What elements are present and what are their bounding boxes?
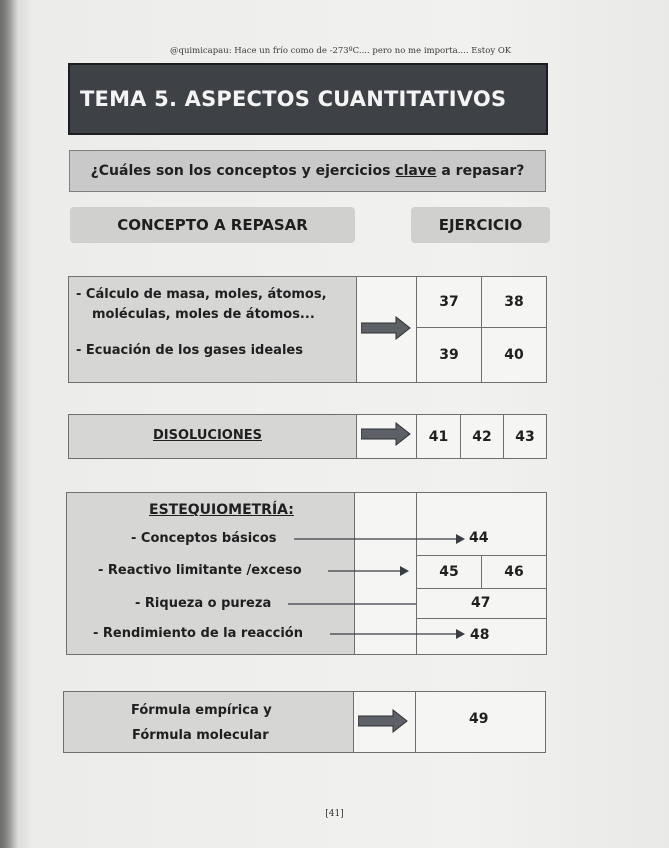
section3-item-purity: - Riqueza o pureza [135, 596, 272, 611]
right-arrow-icon [361, 316, 411, 340]
right-arrow-icon [358, 709, 408, 733]
exercise-48: 48 [470, 627, 490, 643]
question-banner [69, 150, 546, 192]
right-arrow-icon [361, 422, 411, 446]
section1-line1: - Cálculo de masa, moles, átomos, [76, 287, 327, 302]
exercise-43: 43 [503, 414, 547, 459]
section3-item-yield: - Rendimiento de la reacción [93, 626, 303, 641]
topic-title: TEMA 5. ASPECTOS CUANTITATIVOS [80, 87, 507, 111]
section2-label: DISOLUCIONES [153, 428, 262, 443]
exercise-37: 37 [416, 276, 482, 328]
section4-line1: Fórmula empírica y [131, 703, 272, 718]
line-arrow-icon [328, 565, 410, 577]
exercise-49: 49 [469, 711, 489, 727]
line-arrow-icon [330, 628, 466, 640]
question-text-end: a repasar? [436, 163, 525, 179]
exercise-39: 39 [416, 327, 482, 383]
exercise-44: 44 [469, 530, 489, 546]
section4-concept-box [63, 691, 354, 753]
section1-line3: - Ecuación de los gases ideales [76, 343, 303, 358]
question-text-start: ¿Cuáles son los conceptos y ejercicios [90, 163, 396, 179]
page-number: [41] [325, 809, 344, 819]
section3-item-basics: - Conceptos básicos [131, 531, 277, 546]
question-keyword: clave [395, 163, 437, 179]
section3-item-limiting: - Reactivo limitante /exceso [98, 563, 302, 578]
exercise-47: 47 [471, 595, 491, 611]
exercise-41: 41 [416, 414, 461, 459]
exercise-42: 42 [460, 414, 504, 459]
exercise-46: 46 [481, 555, 547, 589]
page-gutter-shadow [0, 0, 18, 848]
exercise-38: 38 [481, 276, 547, 328]
section3-heading: ESTEQUIOMETRÍA: [149, 502, 294, 518]
page-header: @quimicapau: Hace un frío como de -273ºC.... pero no me importa.... Estoy OK [170, 46, 512, 56]
concept-column-header: CONCEPTO A REPASAR [70, 207, 355, 243]
topic-title-box [68, 63, 548, 135]
exercise-40: 40 [481, 327, 547, 383]
exercise-45: 45 [416, 555, 482, 589]
exercise-column-header: EJERCICIO [411, 207, 550, 243]
section4-line2: Fórmula molecular [132, 728, 269, 743]
line-arrow-icon [294, 533, 466, 545]
section1-line2: moléculas, moles de átomos... [92, 307, 315, 322]
